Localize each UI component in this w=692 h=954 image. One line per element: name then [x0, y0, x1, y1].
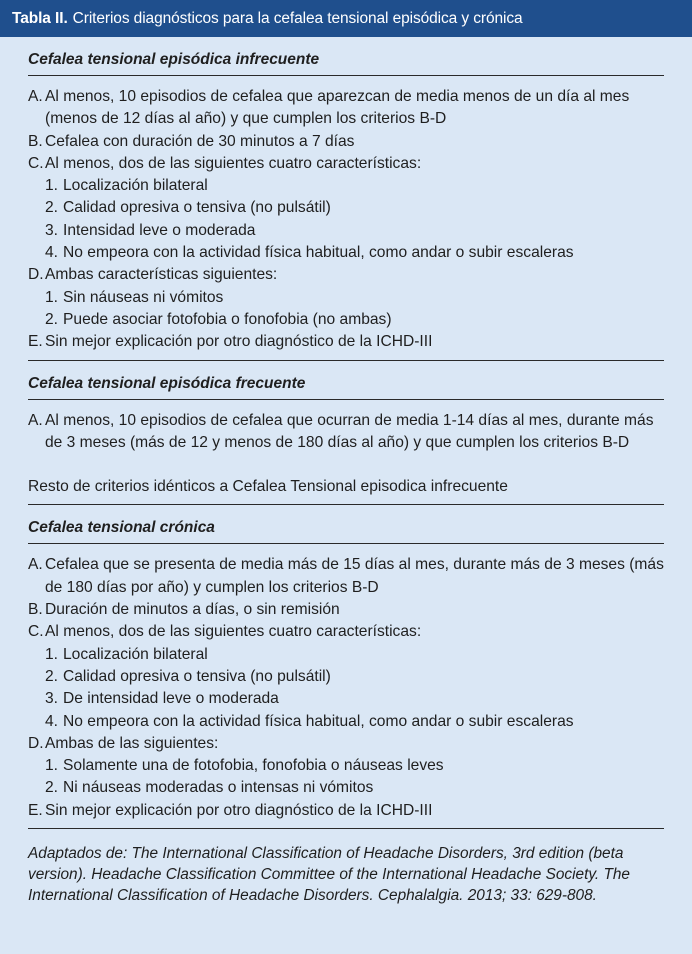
criterion-letter: B. [28, 601, 43, 619]
table-label: Tabla II. [12, 9, 68, 27]
table-title-bar [0, 0, 692, 37]
criterion-letter: E. [28, 801, 43, 819]
criterion-text: Ambas características siguientes: [45, 266, 278, 284]
sub-criterion-text: Localización bilateral [63, 645, 208, 663]
sub-criterion-number: 4. [45, 244, 59, 262]
criterion-item [28, 733, 664, 755]
sub-criterion-item [28, 287, 664, 309]
sub-criterion-number: 4. [45, 712, 59, 730]
sub-criterion-text: Localización bilateral [63, 177, 208, 195]
sub-criterion-item [28, 711, 664, 733]
criterion-item [28, 331, 664, 353]
sub-criterion-number: 3. [45, 690, 59, 708]
section-note: Resto de criterios idénticos a Cefalea Tensional episodica infrecuente [28, 478, 508, 496]
section-heading: Cefalea tensional crónica [28, 505, 664, 544]
citation: Adaptados de: The International Classification of Headache Disorders, 3rd edition (beta version). Headache Classification Committee of the International Headache Society. The International Classification of Headache Disorders. Cephalalgia. 2013; 33: 629-808. [28, 845, 630, 905]
sub-criterion-item [28, 644, 664, 666]
criterion-letter: C. [28, 623, 44, 641]
criterion-item [28, 131, 664, 153]
sub-criterion-number: 1. [45, 757, 59, 775]
criterion-item [28, 86, 664, 131]
criterion-item [28, 554, 664, 599]
sub-criterion-number: 2. [45, 199, 59, 217]
criterion-item [28, 153, 664, 175]
section-2 [0, 361, 692, 506]
criterion-letter: A. [28, 556, 43, 574]
criterion-text: Al menos, 10 episodios de cefalea que ocurran de media 1-14 días al mes, durante más de 3 meses (más de 12 y menos de 180 días al año) y que cumplen los criterios B-D [45, 411, 654, 451]
criterion-item [28, 264, 664, 286]
section-heading: Cefalea tensional episódica frecuente [28, 361, 664, 400]
criterion-text: Ambas de las siguientes: [45, 734, 219, 752]
sub-criterion-text: Calidad opresiva o tensiva (no pulsátil) [63, 199, 331, 217]
criterion-text: Al menos, dos de las siguientes cuatro características: [45, 623, 422, 641]
criterion-text: Duración de minutos a días, o sin remisión [45, 601, 340, 619]
sub-criterion-item [28, 755, 664, 777]
criterion-letter: A. [28, 88, 43, 105]
sub-criterion-number: 2. [45, 310, 59, 328]
sub-criterion-text: No empeora con la actividad física habitual, como andar o subir escaleras [63, 712, 574, 730]
sub-criterion-text: Sin náuseas ni vómitos [63, 288, 224, 306]
sub-criterion-text: Solamente una de fotofobia, fonofobia o náuseas leves [63, 757, 444, 775]
section-1 [0, 37, 692, 361]
criterion-text: Cefalea con duración de 30 minutos a 7 días [45, 132, 355, 150]
criterion-text: Sin mejor explicación por otro diagnóstico de la ICHD-III [45, 801, 433, 819]
criterion-text: Sin mejor explicación por otro diagnóstico de la ICHD-III [45, 333, 433, 351]
criterion-item [28, 599, 664, 621]
criterion-letter: B. [28, 132, 43, 150]
criterion-letter: C. [28, 154, 44, 172]
criterion-letter: D. [28, 266, 44, 284]
criterion-text: Al menos, dos de las siguientes cuatro características: [45, 154, 422, 172]
sub-criterion-item [28, 777, 664, 799]
sub-criterion-text: Ni náuseas moderadas o intensas ni vómitos [63, 779, 374, 797]
sub-criterion-number: 1. [45, 645, 59, 663]
sub-criterion-text: Intensidad leve o moderada [63, 221, 256, 239]
criterion-letter: A. [28, 411, 43, 429]
sub-criterion-number: 1. [45, 177, 59, 195]
sub-criterion-item [28, 309, 664, 331]
criterion-letter: D. [28, 734, 44, 752]
sub-criterion-item [28, 242, 664, 264]
sub-criterion-number: 3. [45, 221, 59, 239]
sub-criterion-item [28, 220, 664, 242]
sub-criterion-item [28, 666, 664, 688]
section-3 [0, 505, 692, 829]
sub-criterion-number: 2. [45, 779, 59, 797]
sub-criterion-text: Calidad opresiva o tensiva (no pulsátil) [63, 667, 331, 685]
sub-criterion-number: 1. [45, 288, 59, 306]
criterion-item [28, 621, 664, 643]
table-title: Criterios diagnósticos para la cefalea tensional episódica y crónica [72, 9, 523, 27]
sections-container [0, 37, 692, 829]
sub-criterion-text: Puede asociar fotofobia o fonofobia (no ambas) [63, 310, 392, 328]
section-heading: Cefalea tensional episódica infrecuente [28, 37, 664, 76]
criterion-item [28, 800, 664, 822]
criterion-item [28, 410, 664, 455]
sub-criterion-text: No empeora con la actividad física habitual, como andar o subir escaleras [63, 244, 574, 262]
sub-criterion-number: 2. [45, 667, 59, 685]
criterion-letter: E. [28, 333, 43, 351]
sub-criterion-item [28, 688, 664, 710]
sub-criterion-item [28, 175, 664, 197]
criterion-text: Cefalea que se presenta de media más de 15 días al mes, durante más de 3 meses (más de 180 días por año) y cumplen los criterios B-D [45, 556, 664, 596]
criterion-text: Al menos, 10 episodios de cefalea que aparezcan de media menos de un día al mes (menos de 12 días al año) y que cumplen los criterios B-D [45, 88, 630, 128]
sub-criterion-text: De intensidad leve o moderada [63, 690, 279, 708]
sub-criterion-item [28, 197, 664, 219]
